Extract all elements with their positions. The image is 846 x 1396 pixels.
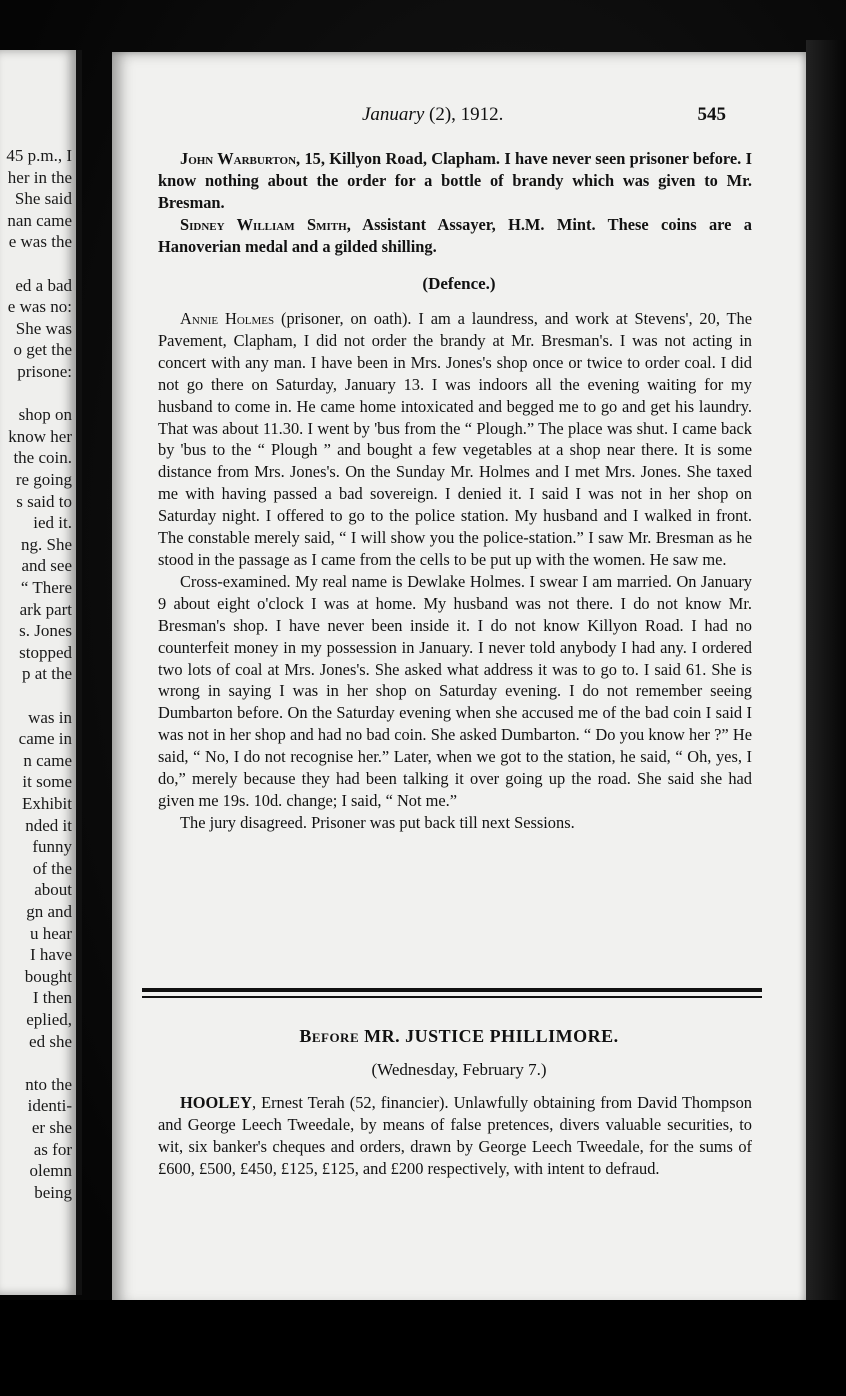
witness-name: Annie Holmes: [180, 309, 275, 328]
section-rule-thin: [142, 996, 762, 998]
left-page-line: olemn: [29, 1161, 72, 1181]
left-page-fragment: [0, 50, 82, 1295]
paragraph-verdict: [158, 812, 752, 834]
paragraph-text: , 15, Killyon Road, Clapham. I have never seen prisoner before. I know nothing about the order for a bottle of brandy which was given to Mr. Bresman.: [158, 149, 752, 212]
case-hooley: [158, 1092, 752, 1180]
witness-name: John Warburton: [180, 149, 297, 168]
left-page-line: nto the: [25, 1074, 72, 1094]
paragraph-text: (prisoner, on oath). I am a laundress, and work at Stevens', 20, The Pavement, Clapham, I did not order the brandy at Mr. Bresman's. I was not acting in concert with any man. I have been in Mrs. Jones's shop once or twice to order coal. I did not go there on Saturday, January 13. I was indoors all the evening waiting for my husband to come in. He came home intoxicated and begged me to go and get his laundry. That was about 11.30. I went by 'bus from the “ Plough.” The place was shut. I came back by 'bus to the “ Plough ” and bought a few vegetables at a shop near there. It is some distance from Mrs. Jones's. On the Sunday Mr. Holmes and I met Mrs. Jones. She taxed me with having passed a bad sovereign. I denied it. I said I was not in her shop on Saturday night. I offered to go to the police station. My husband and I walked in front. The constable merely said, “ I will show you the police-station.” I saw Mr. Bresman as he stood in the passage as I came from the cells to be put up with the women. He saw me.: [158, 309, 752, 569]
section-judge: MR. JUSTICE PHILLIMORE.: [364, 1026, 619, 1046]
left-page-line: about: [34, 880, 72, 900]
running-head-year: (2), 1912.: [429, 104, 504, 125]
running-head-title: [362, 104, 503, 126]
left-page-line: funny: [32, 837, 72, 857]
section-before: Before: [299, 1026, 360, 1046]
paragraph-smith: [158, 214, 752, 258]
left-page-line: 45 p.m., I: [6, 146, 72, 165]
paragraph-text: The jury disagreed. Prisoner was put back till next Sessions.: [180, 812, 575, 832]
left-page-line: ed she: [29, 1031, 72, 1051]
left-page-line: “ There: [20, 578, 72, 597]
paragraph-text: , Ernest Terah (52, financier). Unlawfully obtaining from David Thompson and George Leech Tweedale, by means of false pretences, divers valuable securities, to wit, six banker's cheques and orders, drawn by George Leech Tweedale, for the sums of £600, £500, £450, £125, £125, and £200 respectively, with intent to defraud.: [158, 1093, 752, 1178]
witness-statements: [158, 148, 752, 258]
left-page-line: of the: [32, 858, 72, 878]
left-page-line: bought: [24, 966, 72, 986]
right-page: [112, 52, 806, 1307]
left-page-line: and see: [21, 556, 72, 576]
left-page-line: She said: [14, 189, 72, 209]
left-page-line: her in the: [7, 167, 72, 187]
left-page-line: s. Jones: [19, 621, 72, 641]
left-page-line: eplied,: [26, 1010, 72, 1029]
left-page-line: u hear: [29, 923, 72, 943]
left-page-line: the coin.: [13, 448, 72, 468]
left-page-line: She was: [15, 318, 72, 338]
left-page-line: nan came: [7, 210, 72, 230]
left-page-line: as for: [33, 1139, 72, 1159]
running-head: [112, 104, 806, 130]
paragraph-text: Cross-examined. My real name is Dewlake Holmes. I swear I am married. On January 9 about eight o'clock I was at home. My husband was not there. I do not know Mr. Bresman's shop. I have never been inside it. I do not know Killyon Road. I had no counterfeit money in my possession in January. I never told anybody I had any. I ordered two lots of coal at Mrs. Jones's. She asked what address it was to go to. I said 61. She is wrong in saying I was in her shop on Saturday evening. I do not remember seeing Dumbarton before. On the Saturday evening when she accused me of the bad coin I said I was not in her shop and had no bad coin. She asked Dumbarton. “ Do you know her ?” He said, “ No, I do not recognise her.” Later, when we got to the station, he said, “ Oh, yes, I do,” merely because they had been talking it over going up the road. She said she had given me 19s. 10d. change; I said, “ Not me.”: [158, 571, 752, 810]
left-page-line: ed a bad: [15, 275, 72, 295]
left-page-line: I then: [32, 988, 72, 1008]
witness-name: Sidney William Smith: [180, 214, 347, 234]
section-heading: [112, 1026, 806, 1047]
left-page-line: identi-: [27, 1096, 72, 1116]
left-page-line: Exhibit: [21, 794, 72, 813]
left-page-line: nded it: [25, 815, 72, 835]
left-page-line: ng. She: [21, 534, 72, 554]
page-number: 545: [697, 104, 726, 125]
left-page-line: being: [34, 1182, 72, 1202]
left-page-line: ied it.: [33, 513, 72, 533]
left-page-line: was in: [28, 707, 72, 727]
left-page-line: it some: [22, 772, 72, 792]
left-page-line: prisone:: [17, 362, 72, 381]
left-page-line: know her: [8, 426, 72, 446]
paragraph-warburton: [158, 148, 752, 214]
left-page-line: o get the: [13, 340, 72, 360]
defendant-name: HOOLEY: [180, 1093, 252, 1112]
paragraph-hooley: [158, 1092, 752, 1180]
book-edge-shadow: [806, 40, 846, 1310]
running-head-month: January: [362, 104, 425, 125]
left-page-line: stopped: [19, 642, 72, 662]
left-page-line: came in: [18, 729, 72, 749]
left-page-line: shop on: [18, 405, 72, 425]
paragraph-cross-examined: [158, 571, 752, 812]
paragraph-text: , Assistant Assayer, H.M. Mint. These coins are a Hanoverian medal and a gilded shilling.: [158, 214, 753, 256]
section-rule-thick: [142, 988, 762, 992]
left-page-line: I have: [29, 945, 72, 965]
section-date: (Wednesday, February 7.): [371, 1060, 547, 1079]
left-page-line: n came: [23, 750, 72, 770]
scan-bottom-shadow: [0, 1300, 846, 1396]
defence-heading: (Defence.): [422, 274, 496, 293]
paragraph-holmes: [158, 308, 752, 571]
left-page-line: ark part: [19, 599, 72, 619]
left-page-line: er she: [31, 1118, 72, 1137]
left-page-line: p at the: [21, 664, 72, 684]
left-page-line: e was the: [8, 232, 72, 252]
defence-text: [158, 308, 752, 834]
left-page-line: e was no:: [7, 297, 72, 317]
left-page-line: gn and: [26, 902, 72, 921]
left-page-line: re going: [15, 470, 72, 489]
left-page-line: s said to: [16, 491, 72, 511]
